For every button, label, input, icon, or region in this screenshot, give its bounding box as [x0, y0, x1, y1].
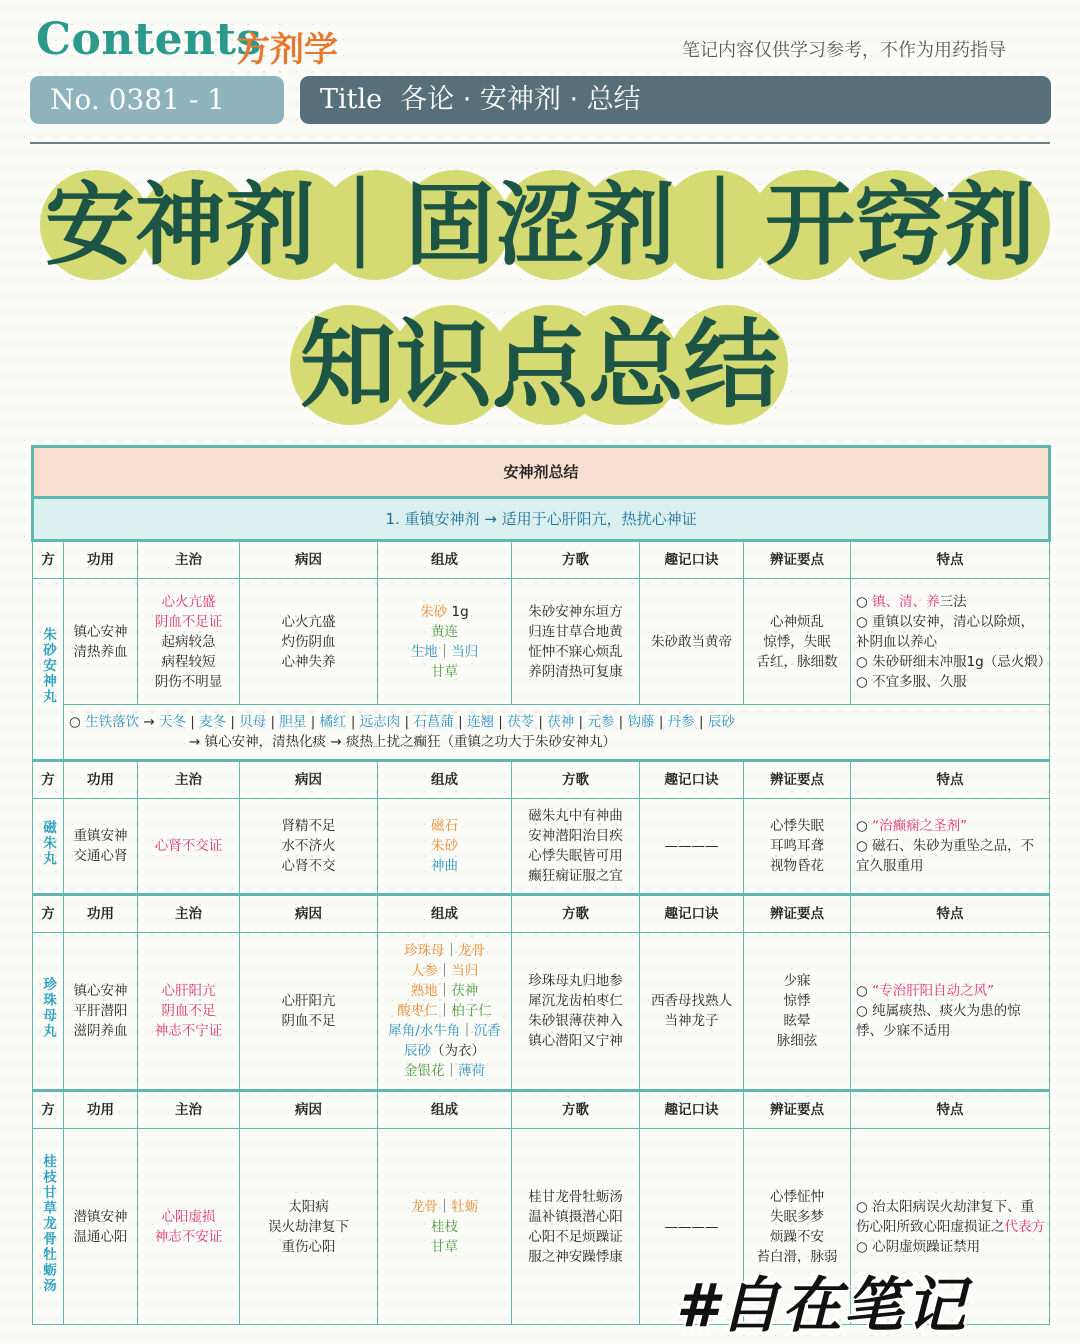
cell-line: 惊悸，失眠	[763, 633, 831, 650]
cell-line: 神志不宁证	[154, 1023, 223, 1039]
divider: |	[493, 714, 508, 730]
header-cell: 特点	[851, 541, 1050, 579]
header-cell: 主治	[138, 895, 240, 933]
herb-name: 柏子仁	[451, 1003, 492, 1019]
header-cell: 方	[33, 541, 64, 579]
cell-line	[381, 642, 508, 662]
indication-cell	[138, 933, 240, 1091]
formula-name: 磁朱丸	[40, 819, 56, 867]
herb-name: 生地	[410, 643, 438, 660]
cell-line	[381, 602, 508, 622]
cause-cell	[240, 1129, 378, 1325]
cell-line	[381, 1021, 508, 1041]
herb-name: 黄连	[431, 623, 458, 640]
header-cell: 方	[33, 895, 64, 933]
bullet: ○	[856, 818, 873, 834]
cell-line: 清热养血	[73, 643, 128, 660]
key-points-cell	[744, 799, 851, 895]
song-cell	[512, 579, 640, 705]
indication-cell	[138, 799, 240, 895]
cell-line: ○ 不宜多服、久服	[856, 673, 967, 690]
cell-line: 惊悸	[783, 993, 811, 1009]
formula-name-cell	[33, 799, 64, 895]
function-cell	[64, 1129, 138, 1325]
divider: |	[266, 714, 280, 730]
cell-line: 阴伤不明显	[154, 673, 223, 690]
cell-line: 犀沉龙齿柏枣仁	[528, 993, 623, 1009]
header-cell: 方歌	[512, 541, 640, 579]
herb-name: 橘红	[319, 714, 347, 730]
note-number: No. 0381 - 1	[50, 83, 225, 116]
cell-line: 眩晕	[783, 1013, 811, 1029]
cell-line	[856, 816, 1046, 836]
title-bar	[300, 76, 1051, 124]
cell-line: 交通心肾	[73, 848, 128, 864]
summary-table	[31, 445, 1051, 1325]
title-text: 各论 · 安神剂 · 总结	[400, 84, 641, 115]
formula-name-cell	[33, 1129, 64, 1325]
herb-dose: （为衣）	[431, 1043, 485, 1059]
subject-title: 方剂学	[236, 30, 338, 70]
divider: ｜	[437, 963, 452, 979]
cell-line: ○ 纯属痰热、痰火为患的惊悸、少寐不适用	[856, 1003, 1021, 1039]
divider: ｜	[444, 943, 458, 959]
herb-name: 石菖蒲	[413, 714, 454, 730]
cell-line: 脉细弦	[776, 1033, 818, 1049]
divider: |	[400, 714, 414, 730]
cell-line: 心阳虚损	[161, 1208, 216, 1225]
cell-line: 服之神安躁悸康	[528, 1248, 623, 1265]
cell-line: 病程较短	[161, 653, 216, 670]
herb-name: 酸枣仁	[397, 1003, 438, 1019]
cell-line: 温通心阳	[73, 1228, 128, 1245]
cell-line	[381, 662, 508, 682]
cell-line: 桂甘龙骨牡蛎汤	[528, 1188, 623, 1205]
herb-name: 元参	[587, 714, 615, 730]
herb-dose: 1g	[447, 603, 469, 620]
herb-name: 麦冬	[199, 714, 227, 730]
song-cell	[512, 1129, 640, 1325]
cell-line: ○ 磁石、朱砂为重坠之品，不宜久服重用	[856, 838, 1035, 874]
mnemonic-cell: ————	[640, 799, 744, 895]
cell-line	[381, 941, 508, 961]
herb-name: 生铁落饮	[85, 714, 140, 730]
header-cell: 功用	[64, 761, 138, 799]
cell-line: 心火亢盛	[161, 593, 216, 610]
table-body	[33, 541, 1050, 1325]
cell-line: 朱砂安神东垣方	[528, 603, 623, 620]
song-cell	[512, 799, 640, 895]
cell-line: 珍珠母丸归地参	[528, 973, 623, 989]
table-header-row	[33, 895, 1050, 933]
cell-line	[381, 1001, 508, 1021]
herb-name: 连翘	[466, 714, 494, 730]
cell-line: 灼伤阴血	[281, 633, 336, 650]
cell-line: 镇心安神	[73, 623, 128, 640]
cell-line	[856, 1197, 1046, 1237]
cell-line: 安神潜阳治目疾	[528, 828, 623, 844]
mnemonic-cell	[640, 933, 744, 1091]
cell-line: 心悸怔忡	[770, 1188, 824, 1205]
table-row	[33, 579, 1050, 705]
contents-word: Contents	[36, 14, 262, 65]
disclaimer-text: 笔记内容仅供学习参考，不作为用药指导	[682, 40, 1006, 61]
herb-name: 犀角/水牛角	[388, 1023, 461, 1039]
header-cell: 组成	[378, 1091, 512, 1129]
header-cell: 方	[33, 1091, 64, 1129]
note-number-badge	[30, 76, 284, 124]
divider: |	[185, 714, 200, 730]
composition-cell	[378, 579, 512, 705]
herb-name: 茯苓	[507, 714, 535, 730]
composition-cell	[378, 1129, 512, 1325]
key-points-cell	[744, 933, 851, 1091]
herb-name: 丹参	[667, 714, 695, 730]
header-cell: 辨证要点	[744, 541, 851, 579]
header-cell: 方	[33, 761, 64, 799]
cell-line: 耳鸣耳聋	[770, 838, 824, 854]
herb-name: 天冬	[158, 714, 186, 730]
herb-name: 珍珠母	[404, 943, 445, 959]
cell-line	[381, 856, 508, 876]
header-cell: 病因	[240, 761, 378, 799]
divider: ｜	[437, 983, 452, 999]
features-cell	[851, 579, 1050, 705]
header-cell: 趣记口诀	[640, 541, 744, 579]
header-cell: 病因	[240, 895, 378, 933]
cell-line: 温补镇摄潜心阳	[528, 1208, 623, 1225]
extra-effect-line: → 镇心安神，清热化痰 → 痰热上扰之癫狂（重镇之功大于朱砂安神丸）	[189, 734, 616, 750]
divider: |	[453, 714, 467, 730]
divider: |	[694, 714, 708, 730]
header-cell: 辨证要点	[744, 761, 851, 799]
cause-cell	[240, 579, 378, 705]
header-cell: 辨证要点	[744, 1091, 851, 1129]
function-cell	[64, 799, 138, 895]
cell-line: 心火亢盛	[281, 613, 336, 630]
herb-name: 沉香	[473, 1023, 501, 1039]
formula-name: 珍珠母丸	[40, 977, 56, 1039]
watermark: #自在笔记	[676, 1271, 968, 1341]
herb-name: 牡蛎	[451, 1198, 479, 1215]
cell-line: 镇心安神	[73, 983, 128, 999]
herb-name: 贝母	[239, 714, 267, 730]
cell-line: 舌红，脉细数	[756, 653, 838, 670]
header-cell: 功用	[64, 895, 138, 933]
cell-line: ○ 心阴虚烦躁证禁用	[856, 1238, 981, 1255]
herb-name: 钩藤	[627, 714, 655, 730]
table-header-row	[33, 761, 1050, 799]
indication-cell	[138, 1129, 240, 1325]
header-cell: 组成	[378, 895, 512, 933]
bullet: ○	[856, 593, 873, 610]
cell-line	[381, 1041, 508, 1061]
cell-line: 磁朱丸中有神曲	[528, 808, 623, 824]
divider: ｜	[437, 1198, 452, 1215]
header-cell: 功用	[64, 1091, 138, 1129]
cell-line: 阴血不足	[281, 1013, 336, 1029]
table-row	[33, 933, 1050, 1091]
cell-line: 平肝潜阳	[73, 1003, 128, 1019]
cell-line: 心肾不交证	[154, 838, 223, 854]
herb-name: 远志肉	[359, 714, 401, 730]
features-cell	[851, 799, 1050, 895]
key-points-cell	[744, 579, 851, 705]
title-prefix: Title	[320, 84, 383, 115]
cell-line: 视物昏花	[770, 858, 824, 874]
herb-name: 桂枝	[431, 1218, 458, 1235]
herb-name: 茯神	[547, 714, 575, 730]
divider: |	[534, 714, 548, 730]
header-cell: 方歌	[512, 1091, 640, 1129]
herb-name: 磁石	[431, 818, 458, 834]
herb-name: 茯神	[451, 983, 479, 999]
highlight: 代表方	[1004, 1218, 1045, 1235]
cell-line: 神志不安证	[154, 1228, 223, 1245]
header-cell: 趣记口诀	[640, 895, 744, 933]
composition-cell	[378, 799, 512, 895]
header-cell: 辨证要点	[744, 895, 851, 933]
rest: ○ 治太阳病误火劫津复下、重伤心阳所致心阳虚损证之	[856, 1198, 1035, 1235]
header-cell: 病因	[240, 541, 378, 579]
header-cell: 趣记口诀	[640, 1091, 744, 1129]
divider: |	[574, 714, 588, 730]
herb-name: 甘草	[431, 663, 458, 680]
header-cell: 主治	[138, 541, 240, 579]
cell-line: 当神龙子	[664, 1013, 719, 1029]
cell-line: 癫狂痫证服之宜	[528, 868, 623, 884]
header-cell: 趣记口诀	[640, 761, 744, 799]
cell-line: 滋阴养血	[73, 1023, 128, 1039]
herb-name: 神曲	[431, 858, 458, 874]
table-header-row	[33, 541, 1050, 579]
herb-name: 当归	[451, 643, 479, 660]
composition-cell	[378, 933, 512, 1091]
cell-line	[381, 836, 508, 856]
cell-line: 苔白滑，脉弱	[756, 1248, 838, 1265]
mnemonic-cell: ————	[640, 1129, 744, 1325]
cell-line: 太阳病	[288, 1198, 329, 1215]
header-cell: 病因	[240, 1091, 378, 1129]
mnemonic-cell: 朱砂敢当黄帝	[640, 579, 744, 705]
cell-line: 心神失养	[281, 653, 336, 670]
cell-line: 怔忡不寐心烦乱	[528, 643, 623, 660]
extra-herbs-line	[69, 712, 1046, 732]
cell-line	[381, 622, 508, 642]
cell-line	[381, 1217, 508, 1237]
header-divider	[30, 142, 1050, 144]
divider: |	[614, 714, 628, 730]
cell-line: 心肾不交	[281, 858, 336, 874]
function-cell	[64, 933, 138, 1091]
song-cell	[512, 933, 640, 1091]
herb-name: 朱砂	[431, 838, 458, 854]
herb-name: 金银花	[404, 1063, 445, 1079]
indication-cell	[138, 579, 240, 705]
herb-name: 龙骨	[410, 1198, 438, 1215]
herb-name: 当归	[451, 963, 479, 979]
cell-line: 水不济火	[281, 838, 336, 854]
cell-line: 阴血不足	[161, 1003, 216, 1019]
cell-line: 朱砂银薄茯神入	[528, 1013, 623, 1029]
header-cell: 主治	[138, 761, 240, 799]
formula-name-cell	[33, 933, 64, 1091]
divider: |	[226, 714, 240, 730]
cell-line: 潜镇安神	[73, 1208, 128, 1225]
subsection-title: 1. 重镇安神剂 → 适用于心肝阳亢，热扰心神证	[33, 498, 1050, 541]
summary-table-wrapper	[31, 445, 1052, 1325]
cell-line: 养阴清热可复康	[528, 663, 623, 680]
formula-name: 桂枝甘草龙骨牡蛎汤	[40, 1153, 56, 1294]
extra-row	[33, 705, 1050, 761]
cell-line	[381, 1237, 508, 1257]
rest: 三法	[939, 593, 967, 610]
cell-line: 重镇安神	[73, 828, 128, 844]
cell-line: 阴血不足证	[154, 613, 223, 630]
herb-name: 人参	[410, 963, 438, 979]
formula-name-cell	[33, 579, 64, 761]
header-cell: 方歌	[512, 761, 640, 799]
cell-line: ○ 朱砂研细末冲服1g（忌火煅）	[856, 653, 1052, 670]
herb-name: 薄荷	[458, 1063, 485, 1079]
cell-line	[856, 592, 1046, 612]
cell-line: 镇心潜阳又宁神	[528, 1033, 623, 1049]
divider: ｜	[437, 1003, 452, 1019]
header-cell: 特点	[851, 1091, 1050, 1129]
cell-line: 心悸失眠	[770, 818, 824, 834]
cell-line	[381, 1061, 508, 1081]
header-cell: 功用	[64, 541, 138, 579]
cell-line: 西香母找熟人	[651, 993, 732, 1009]
big-title-line2: 知识点总结	[300, 308, 780, 421]
highlight: 镇、清、养	[872, 593, 940, 610]
highlight: “治癫痫之圣剂”	[872, 818, 968, 834]
bullet: ○	[69, 714, 86, 730]
cell-line: 心阳不足烦躁证	[528, 1228, 623, 1245]
big-title-line1: 安神剂｜固涩剂｜开窍剂	[45, 172, 1035, 278]
herb-name: 辰砂	[707, 714, 735, 730]
bullet: ○	[856, 983, 873, 999]
table-row	[33, 799, 1050, 895]
cell-line: 归连甘草合地黄	[528, 623, 623, 640]
cell-line: 心神烦乱	[770, 613, 824, 630]
cell-line	[381, 1197, 508, 1217]
divider: |	[346, 714, 360, 730]
table-header-row	[33, 1091, 1050, 1129]
cell-line: 失眠多梦	[770, 1208, 824, 1225]
formula-name: 朱砂安神丸	[40, 627, 56, 705]
cell-line: 少寐	[783, 973, 811, 989]
herb-name: 胆星	[279, 714, 307, 730]
header-cell: 主治	[138, 1091, 240, 1129]
cell-line	[856, 981, 1046, 1001]
header-cell: 特点	[851, 761, 1050, 799]
arrow: →	[139, 714, 159, 730]
cell-line: 心肝阳亢	[161, 983, 216, 999]
herb-name: 甘草	[431, 1238, 458, 1255]
cell-line	[381, 961, 508, 981]
herb-name: 朱砂	[420, 603, 448, 620]
divider: ｜	[460, 1023, 474, 1039]
header-cell: 方歌	[512, 895, 640, 933]
cell-line: 烦躁不安	[770, 1228, 824, 1245]
divider: |	[654, 714, 668, 730]
cell-line: 起病较急	[161, 633, 216, 650]
cell-line	[381, 981, 508, 1001]
features-cell	[851, 933, 1050, 1091]
cell-line: 心悸失眠皆可用	[528, 848, 623, 864]
function-cell	[64, 579, 138, 705]
header-cell: 特点	[851, 895, 1050, 933]
herb-name: 龙骨	[458, 943, 485, 959]
cell-line: 重伤心阳	[281, 1238, 336, 1255]
cause-cell	[240, 799, 378, 895]
cell-line	[381, 816, 508, 836]
divider: ｜	[437, 643, 452, 660]
cause-cell	[240, 933, 378, 1091]
cell-line: 误火劫津复下	[268, 1218, 349, 1235]
header-cell: 组成	[378, 761, 512, 799]
herb-name: 熟地	[410, 983, 438, 999]
divider: |	[306, 714, 320, 730]
extra-info-cell	[64, 705, 1050, 761]
cell-line: 心肝阳亢	[281, 993, 336, 1009]
cell-line: 肾精不足	[281, 818, 336, 834]
highlight: “专治肝阳自动之风”	[872, 983, 995, 999]
divider: ｜	[444, 1063, 458, 1079]
cell-line: ○ 重镇以安神，清心以除烦，补阴血以养心	[856, 613, 1035, 650]
herb-name: 辰砂	[404, 1043, 431, 1059]
header-cell: 组成	[378, 541, 512, 579]
section-title: 安神剂总结	[33, 447, 1050, 498]
